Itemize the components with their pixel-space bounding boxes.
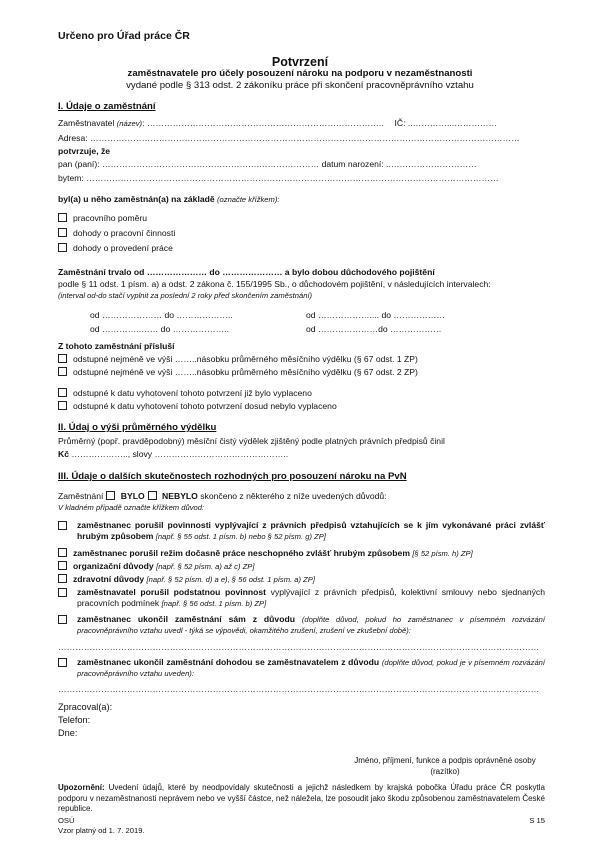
option-label: odstupné k datu vyhotovení tohoto potvrzení již bylo vyplaceno [73, 388, 312, 398]
reason-label: zaměstnanec porušil režim dočasně práce neschopného zvlášť hrubým způsobem [73, 548, 410, 558]
checkbox[interactable] [58, 354, 67, 363]
reason-label: zaměstnanec ukončil zaměstnání dohodou se zaměstnavatelem z důvodu [77, 657, 380, 667]
reason-note: (doplňte důvod, pokud ho zaměstnanec v písemném rozvázání pracovněprávního vztahu uvedl - týká se výpovědi, okamžitého zrušení, zrušení ve zkušební době): [77, 615, 546, 636]
duration-field[interactable]: Zaměstnání trvalo od ………………… do ………………… a bylo dobou důchodového pojištění [58, 267, 435, 277]
ic-label: IČ [394, 118, 404, 128]
currency-label: Kč [58, 449, 69, 459]
form-code: OSÚ [58, 816, 75, 825]
reason-note: (doplňte důvod, pokud je v písemném rozvázání pracovněprávního vztahu uveden): [77, 658, 546, 679]
ic-field[interactable]: : ..…………...…………… [403, 118, 498, 128]
basis-option-employment[interactable] [58, 213, 147, 224]
reason-note: [např. § 55 odst. 1 písm. b) nebo § 52 písm. g) ZP] [155, 532, 326, 542]
reason-label: zaměstnavatel porušil podstatnou povinnost [77, 587, 267, 597]
avg-earnings-text: Průměrný (popř. pravděpodobný) měsíční čistý výdělek zjištěný podle platných právních předpisů činil [58, 436, 445, 446]
doc-title: Potvrzení [271, 55, 329, 69]
option-label: dohody o provedení práce [73, 243, 173, 253]
payout-option-unpaid[interactable] [58, 401, 337, 412]
option-label: pracovního poměru [73, 213, 148, 223]
reason-note: [např. § 56 odst. 1 písm. b) ZP] [161, 599, 267, 609]
positive-hint: V kladném případě označte křížkem důvod: [58, 503, 205, 512]
reason-label: zdravotní důvody [73, 574, 145, 584]
option-label: odstupné nejméně ve výši ……..násobku průměrného měsíčního výdělku (§ 67 odst. 1 ZP) [73, 354, 418, 364]
address-field[interactable]: Adresa: …………………………………………………………………………………………………………………………………… [58, 133, 520, 143]
checkbox[interactable] [58, 388, 67, 397]
reason-6-checkbox-wrap[interactable] [58, 615, 73, 626]
employer-field[interactable]: : ……………………………………………………………………….. [142, 118, 384, 128]
phone-field[interactable]: Telefon: [58, 715, 91, 725]
issuer-label: Určeno pro Úřad práce ČR [58, 30, 190, 42]
payout-option-paid[interactable] [58, 388, 312, 399]
was-not-label: NEBYLO [162, 491, 198, 501]
doc-legal-basis: vydané podle § 313 odst. 2 zákoníku práce při skončení pracovněprávního vztahu [126, 80, 474, 91]
checkbox[interactable] [58, 401, 67, 410]
reason-text: vyplývající z právních předpisů, kolektivní smlouvy nebo sjednaných pracovních podmínek [77, 587, 545, 609]
option-label: odstupné k datu vyhotovení tohoto potvrzení dosud nebylo vyplaceno [73, 401, 337, 411]
avg-earnings-line[interactable] [58, 449, 288, 460]
reason-5 [77, 587, 545, 609]
severance-option-1[interactable] [58, 354, 418, 365]
reason-label: zaměstnanec ukončil zaměstnání sám z důvodu [77, 614, 295, 624]
basis-option-work-performance[interactable] [58, 243, 173, 254]
reason-1-checkbox-wrap[interactable] [58, 521, 73, 532]
interval-field-4[interactable]: od …………………do ……………… [306, 324, 442, 334]
employer-label: Zaměstnavatel [58, 118, 115, 128]
reason-6-field[interactable]: …………………………………………………………………………………………………………………………………………………… [58, 642, 540, 652]
checkbox[interactable] [58, 213, 67, 222]
checkbox-was-not[interactable] [148, 491, 157, 500]
avg-earnings-field[interactable]: ……………….., slovy ……………………………………….. [69, 449, 289, 459]
checkbox[interactable] [58, 574, 67, 583]
reason-7 [77, 657, 545, 679]
ended-text: skončeno z některého z níže uvedených důvodů: [200, 491, 387, 501]
employment-ended-line [58, 491, 387, 502]
interval-field-1[interactable]: od ………………… do ……………….. [90, 310, 233, 320]
severance-option-2[interactable] [58, 367, 418, 378]
reason-label: zaměstnanec porušil povinnosti vyplývající z právních předpisů vztahujících se k jím vykonávané práci zvlášť hrubým způsobem [77, 520, 545, 542]
section-2-heading: II. Údaj o výši průměrného výdělku [58, 422, 217, 433]
interval-field-2[interactable]: od ……………….... do ……………… [306, 310, 445, 320]
reason-5-checkbox-wrap[interactable] [58, 588, 73, 599]
employment-label: Zaměstnání [58, 491, 104, 501]
residence-field[interactable]: bytem: ……………………………………………………………………………………………………………………………… [58, 173, 499, 183]
duration-hint: (interval od-do stačí vyplnit za poslední 2 roky před skončením zaměstnání) [58, 291, 313, 300]
checkbox[interactable] [58, 658, 67, 667]
option-label: odstupné nejméně ve výši ……..násobku průměrného měsíčního výdělku (§ 67 odst. 2 ZP) [73, 367, 418, 377]
notice [58, 783, 545, 815]
reason-7-field[interactable]: …………………………………………………………………………………………………………………………………………………… [58, 684, 540, 694]
mark-hint: (označte křížkem): [217, 195, 280, 204]
employer-hint: (název) [116, 119, 143, 128]
stamp-label: (razítko) [430, 767, 460, 776]
basis-option-work-activity[interactable] [58, 228, 175, 239]
reason-note: [§ 52 písm. h) ZP] [412, 549, 473, 558]
notice-label: Upozornění: [58, 783, 105, 792]
checkbox[interactable] [58, 228, 67, 237]
reason-6 [77, 614, 545, 636]
checkbox[interactable] [58, 615, 67, 624]
interval-field-3[interactable]: od …………..…… do ……………….. [90, 324, 229, 334]
severance-heading: Z tohoto zaměstnání přísluší [58, 341, 175, 351]
form-valid-from: Vzor platný od 1. 7. 2019. [58, 826, 145, 835]
section-3-heading: III. Údaje o dalších skutečnostech rozhodných pro posouzení nároku na PvN [58, 471, 407, 482]
person-field[interactable]: pan (paní): ……………………………………………….………………… datum narození: ..………………………… [58, 159, 477, 169]
checkbox[interactable] [58, 588, 67, 597]
reason-7-checkbox-wrap[interactable] [58, 658, 73, 669]
reason-label: organizační důvody [73, 561, 154, 571]
signature-label: Jméno, příjmení, funkce a podpis oprávněné osoby [354, 756, 536, 765]
duration-law: podle § 11 odst. 1 písm. a) a odst. 2 zákona č. 155/1995 Sb., o důchodovém pojištění, v následujících intervalech: [58, 279, 491, 289]
checkbox[interactable] [58, 243, 67, 252]
checkbox[interactable] [58, 548, 67, 557]
doc-subtitle: zaměstnavatele pro účely posouzení nároku na podporu v nezaměstnanosti [127, 68, 473, 79]
employment-basis-label [58, 194, 279, 205]
was-label: BYLO [120, 491, 145, 501]
date-field[interactable]: Dne: [58, 728, 78, 738]
reason-4[interactable] [58, 574, 315, 585]
was-employed-label: byl(a) u něho zaměstnán(a) na základě [58, 194, 215, 204]
employer-line [58, 118, 497, 129]
prepared-by-field[interactable]: Zpracoval(a): [58, 702, 113, 712]
reason-3[interactable] [58, 561, 254, 572]
form-number: S 15 [529, 816, 545, 825]
checkbox[interactable] [58, 561, 67, 570]
notice-text: Uvedení údajů, které by neodpovídaly skutečnosti a jejichž následkem by krajská pobočka Úřadu práce ČR poskytla podporu v nezaměstnanosti neprávem nebo ve vyšší částce, než náležela, lze posoudit jako škodu způsobenou zaměstnavatelem České republice. [58, 783, 545, 814]
confirms-label: potvrzuje, že [58, 146, 111, 156]
reason-1 [77, 520, 545, 542]
reason-2[interactable] [58, 548, 473, 559]
reason-note: [např. § 52 písm. d) a e), § 56 odst. 1 písm. a) ZP] [146, 575, 315, 584]
option-label: dohody o pracovní činnosti [73, 228, 176, 238]
reason-note: [např. § 52 písm. a) až c) ZP] [156, 562, 255, 571]
checkbox[interactable] [58, 367, 67, 376]
checkbox[interactable] [58, 521, 67, 530]
section-1-heading: I. Údaje o zaměstnání [58, 101, 156, 112]
checkbox-was[interactable] [106, 491, 115, 500]
